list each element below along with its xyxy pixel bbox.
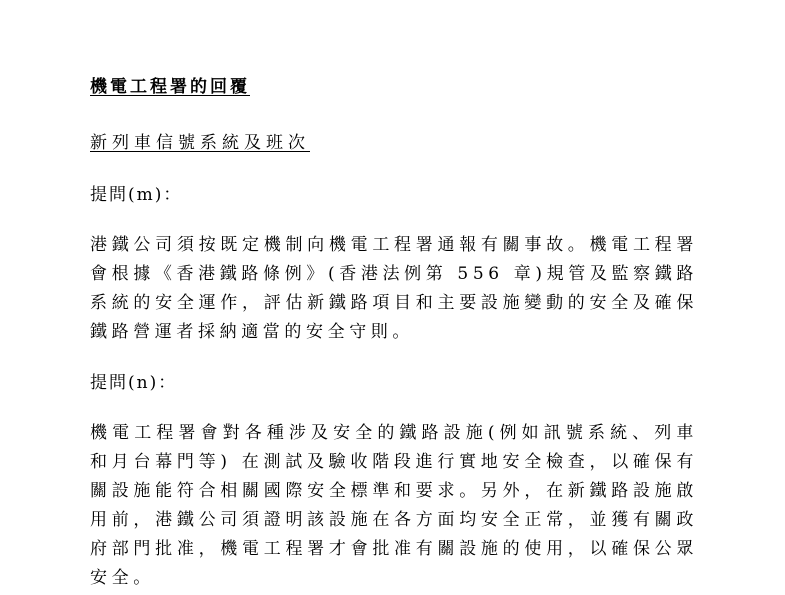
question-label-n: 提問(n)： — [90, 373, 178, 393]
answer-paragraph-m: 港鐵公司須按既定機制向機電工程署通報有關事故。機電工程署會根據《香港鐵路條例》(香港法例第 556 章)規管及監察鐵路系統的安全運作，評估新鐵路項目和主要設施變動的安全及確保鐵路營運者採納適當的安全守則。 — [90, 235, 698, 342]
document-subtitle: 新列車信號系統及班次 — [90, 133, 310, 153]
document-title: 機電工程署的回覆 — [90, 77, 250, 97]
document-page — [90, 0, 700, 595]
answer-paragraph-n: 機電工程署會對各種涉及安全的鐵路設施(例如訊號系統、列車和月台幕門等) 在測試及驗收階段進行實地安全檢查，以確保有關設施能符合相關國際安全標準和要求。另外，在新鐵路設施啟用前，港鐵公司須證明該設施在各方面均安全正常，並獲有關政府部門批准，機電工程署才會批准有關設施的使用，以確保公眾安全。 — [90, 423, 698, 588]
question-label-m: 提問(m)： — [90, 185, 183, 205]
